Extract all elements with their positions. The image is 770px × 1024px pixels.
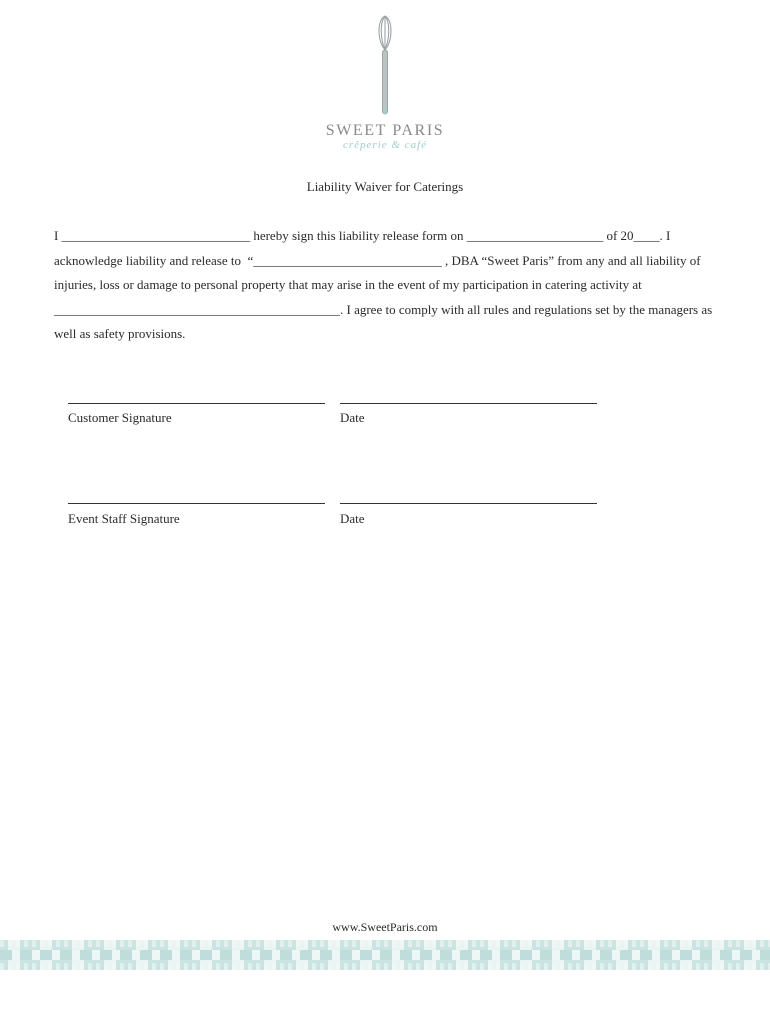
brand-name: SWEET PARIS: [325, 122, 445, 139]
brand-tagline: crêperie & café: [342, 139, 428, 151]
customer-date-line: [340, 403, 597, 404]
decorative-footer-strip: [0, 940, 770, 970]
paragraph-line: injuries, loss or damage to personal property that may arise in the event of my participation in catering activity at: [54, 277, 642, 293]
brand-logo: [0, 14, 770, 151]
customer-signature-line: [68, 403, 325, 404]
paragraph-line: ____________________________________________. I agree to comply with all rules and regulations set by the managers as: [54, 301, 713, 317]
footer-pattern: [0, 950, 770, 960]
paragraph-line: acknowledge liability and release to “_____________________________ , DBA “Sweet Paris” from any and all liability of: [54, 252, 701, 268]
staff-signature-label: Event Staff Signature: [68, 511, 180, 526]
staff-signature-line: [68, 503, 325, 504]
whisk-icon: [373, 14, 397, 120]
document-title: Liability Waiver for Caterings: [306, 179, 464, 194]
staff-date-line: [340, 503, 597, 504]
staff-date-label: Date: [340, 511, 365, 526]
website-url: www.SweetParis.com: [332, 920, 438, 934]
paragraph-line: I _____________________________ hereby sign this liability release form on _____________________ of 20____. I: [54, 228, 671, 243]
paragraph-line: well as safety provisions.: [54, 326, 186, 342]
customer-date-label: Date: [340, 410, 365, 425]
waiver-paragraph: [54, 224, 720, 347]
customer-signature-label: Customer Signature: [68, 410, 172, 425]
